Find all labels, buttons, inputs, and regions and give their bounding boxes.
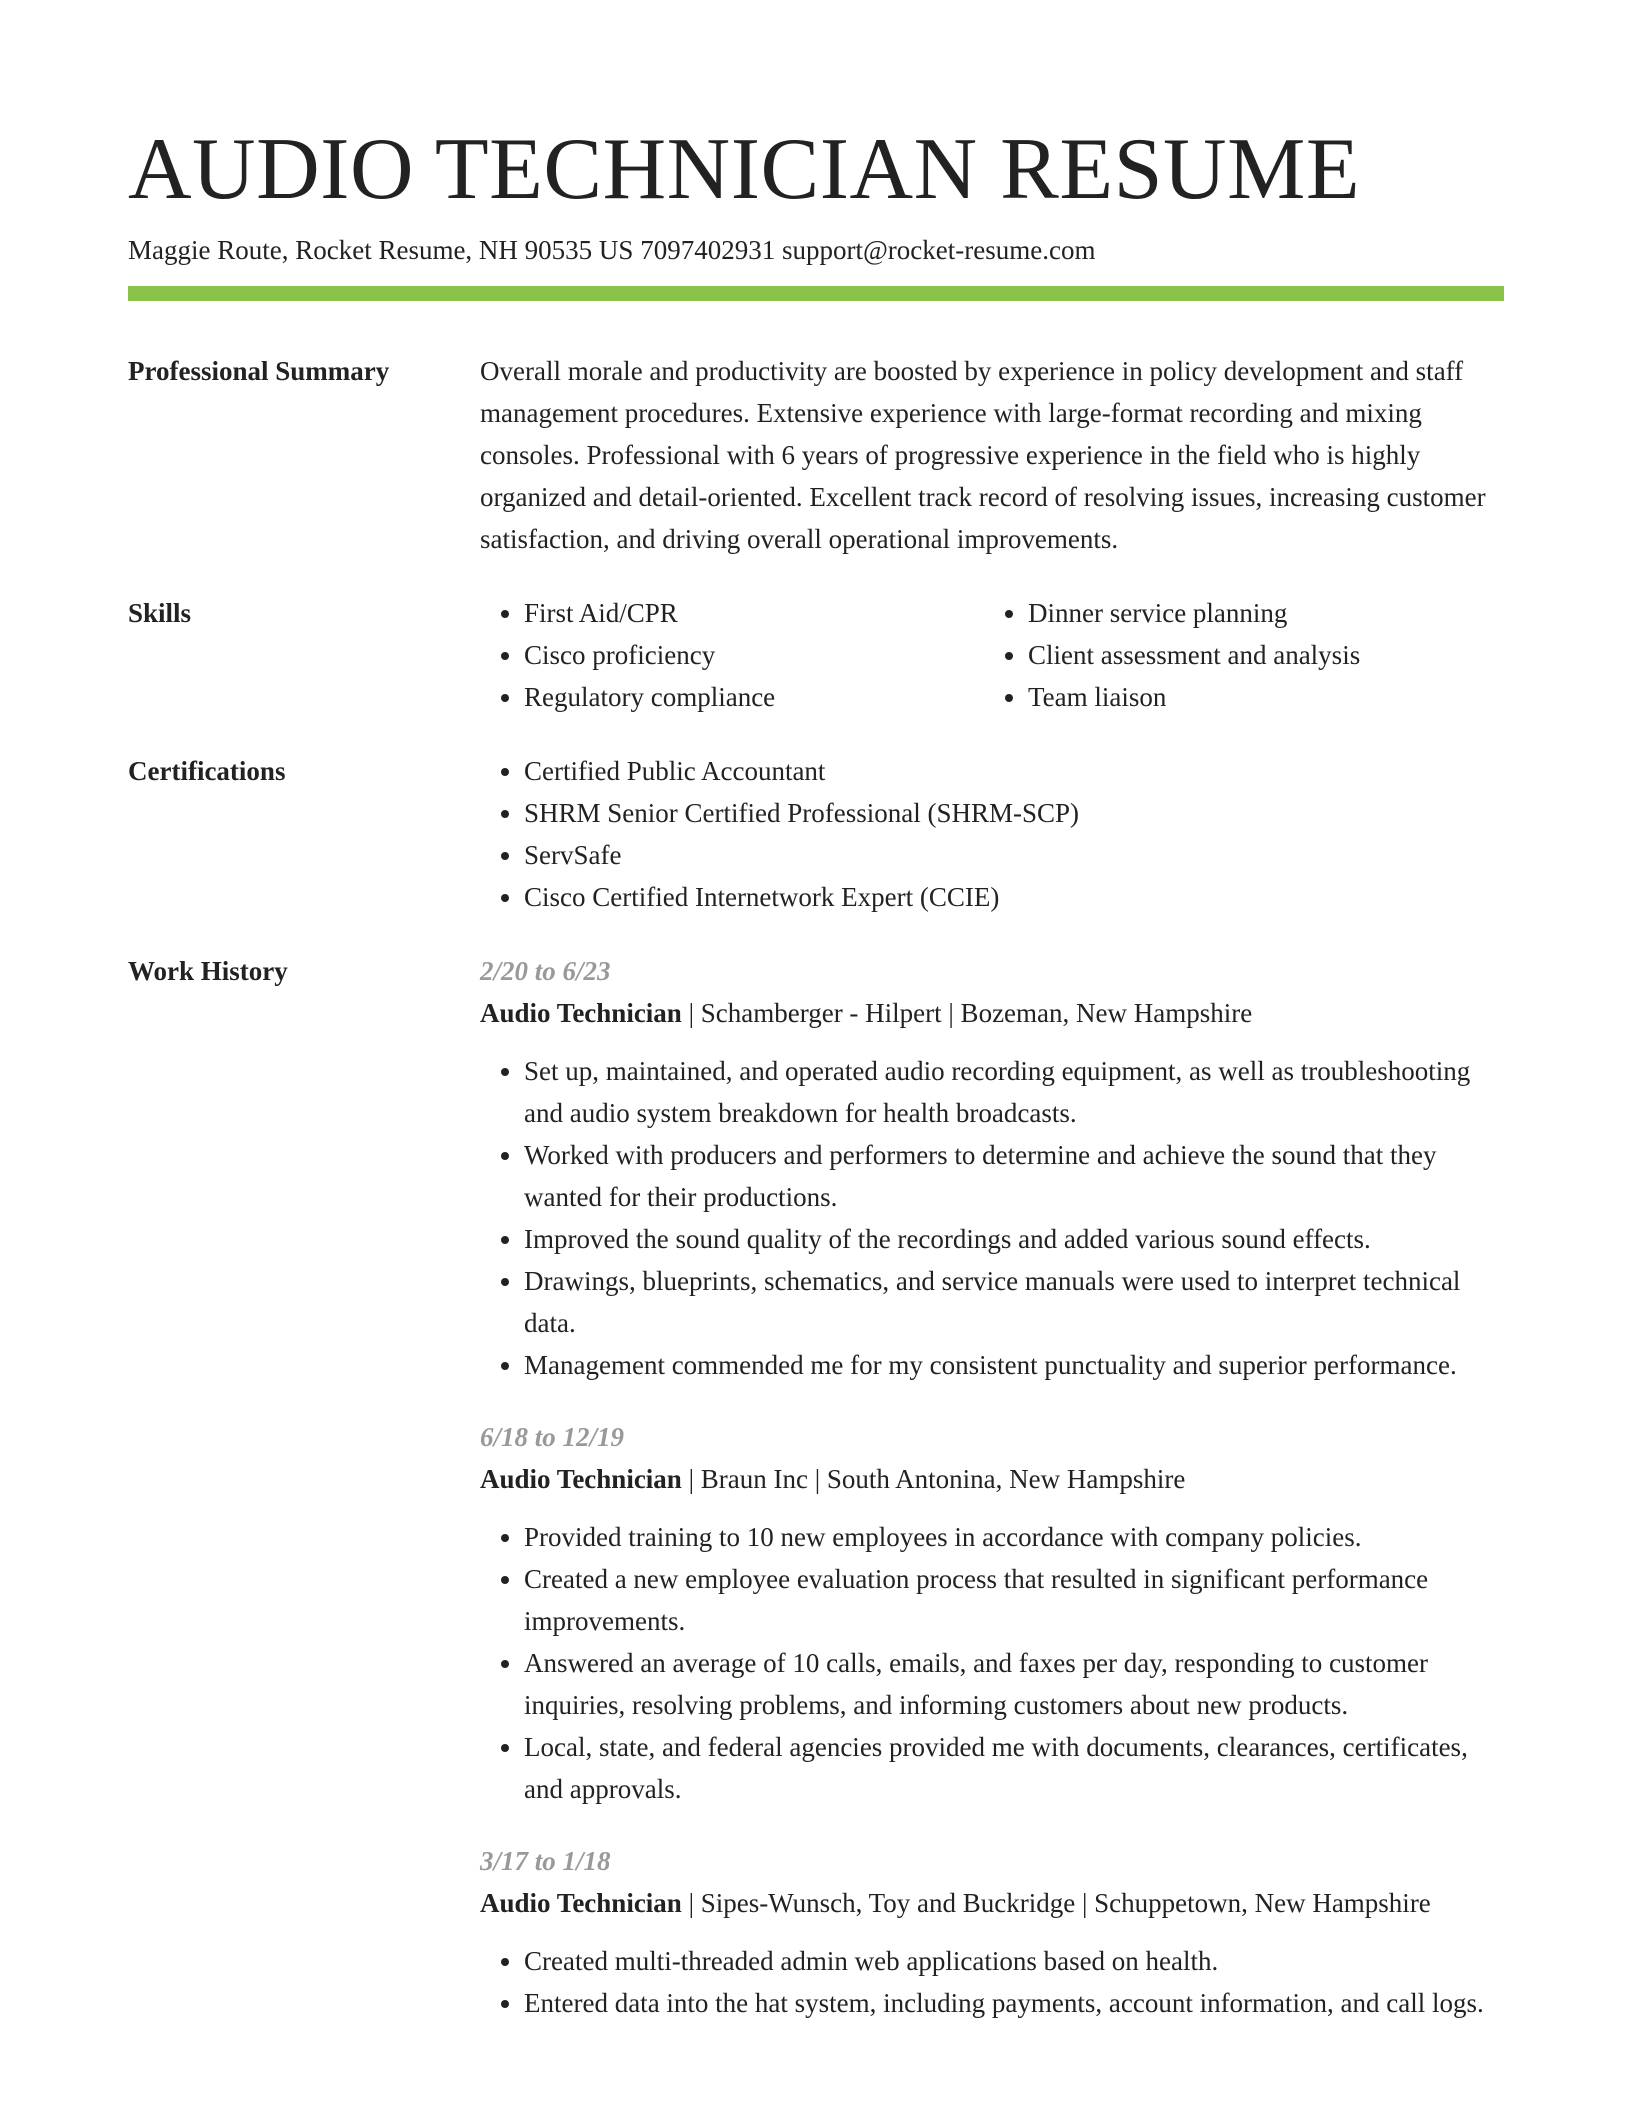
- job-dates: 6/18 to 12/19: [480, 1422, 625, 1452]
- job-role: Audio Technician: [480, 1888, 682, 1918]
- skill-item: • Regulatory compliance: [524, 676, 984, 718]
- job-bullet: • Set up, maintained, and operated audio recording equipment, as well as troubleshooting and audio system breakdown for health broadcasts.: [524, 1050, 1504, 1134]
- certifications-ul: [480, 750, 1504, 918]
- summary-text: Overall morale and productivity are boosted by experience in policy development and staff management procedures. Extensive experience with large-format recording and mixing consoles. Professional with 6 years of progressive experience in the field who is highly organized and detail-oriented. Excellent track record of resolving issues, increasing customer satisfaction, and driving overall operational improvements.: [480, 356, 1486, 554]
- section-label-work-history: Work History: [128, 956, 288, 986]
- job-details: | Sipes-Wunsch, Toy and Buckridge | Schuppetown, New Hampshire: [681, 1888, 1431, 1918]
- job-bullet: • Created a new employee evaluation process that resulted in significant performance improvements.: [524, 1558, 1504, 1642]
- job-bullet: • Provided training to 10 new employees in accordance with company policies.: [524, 1516, 1504, 1558]
- certification-item: • SHRM Senior Certified Professional (SHRM-SCP): [524, 792, 1504, 834]
- certification-item: • Cisco Certified Internetwork Expert (CCIE): [524, 876, 1504, 918]
- job-bullet: • Entered data into the hat system, including payments, account information, and call logs.: [524, 1982, 1504, 2024]
- skill-item: • Team liaison: [1028, 676, 1548, 718]
- job-bullet: • Created multi-threaded admin web applications based on health.: [524, 1940, 1504, 1982]
- skills-column-2: [984, 592, 1548, 718]
- job-bullets: [480, 1050, 1504, 1386]
- skills-list: [480, 592, 1504, 718]
- job-entry: [480, 1840, 1504, 2024]
- job-role: Audio Technician: [480, 1464, 682, 1494]
- contact-line: Maggie Route, Rocket Resume, NH 90535 US 7097402931 support@rocket-resume.com: [128, 235, 1096, 265]
- header-divider: [128, 286, 1504, 301]
- certifications-list: [480, 750, 1504, 918]
- section-label-summary: Professional Summary: [128, 356, 390, 386]
- job-heading: [480, 992, 1504, 1034]
- job-entry: [480, 1416, 1504, 1810]
- certification-item: • Certified Public Accountant: [524, 750, 1504, 792]
- job-bullet: • Local, state, and federal agencies provided me with documents, clearances, certificates, and approvals.: [524, 1726, 1504, 1810]
- job-bullet: • Drawings, blueprints, schematics, and service manuals were used to interpret technical data.: [524, 1260, 1504, 1344]
- resume-title: AUDIO TECHNICIAN RESUME: [128, 121, 1361, 218]
- skills-column-1: [480, 592, 984, 718]
- job-dates: 3/17 to 1/18: [480, 1846, 611, 1876]
- job-role: Audio Technician: [480, 998, 682, 1028]
- certification-item: • ServSafe: [524, 834, 1504, 876]
- job-bullet: • Improved the sound quality of the recordings and added various sound effects.: [524, 1218, 1504, 1260]
- job-dates: 2/20 to 6/23: [480, 956, 611, 986]
- job-details: | Schamberger - Hilpert | Bozeman, New Hampshire: [681, 998, 1253, 1028]
- job-bullet: • Management commended me for my consistent punctuality and superior performance.: [524, 1344, 1504, 1386]
- job-bullets: [480, 1940, 1504, 2024]
- job-entry: [480, 950, 1504, 1386]
- job-bullets: [480, 1516, 1504, 1810]
- job-heading: [480, 1458, 1504, 1500]
- skill-item: • Cisco proficiency: [524, 634, 984, 676]
- skill-item: • Client assessment and analysis: [1028, 634, 1548, 676]
- job-bullet: • Worked with producers and performers to determine and achieve the sound that they wanted for their productions.: [524, 1134, 1504, 1218]
- job-bullet: • Answered an average of 10 calls, emails, and faxes per day, responding to customer inquiries, resolving problems, and informing customers about new products.: [524, 1642, 1504, 1726]
- job-details: | Braun Inc | South Antonina, New Hampshire: [681, 1464, 1186, 1494]
- work-history: [480, 950, 1504, 2024]
- job-heading: [480, 1882, 1504, 1924]
- section-label-skills: Skills: [128, 598, 192, 628]
- skill-item: • First Aid/CPR: [524, 592, 984, 634]
- skill-item: • Dinner service planning: [1028, 592, 1548, 634]
- section-label-certifications: Certifications: [128, 756, 286, 786]
